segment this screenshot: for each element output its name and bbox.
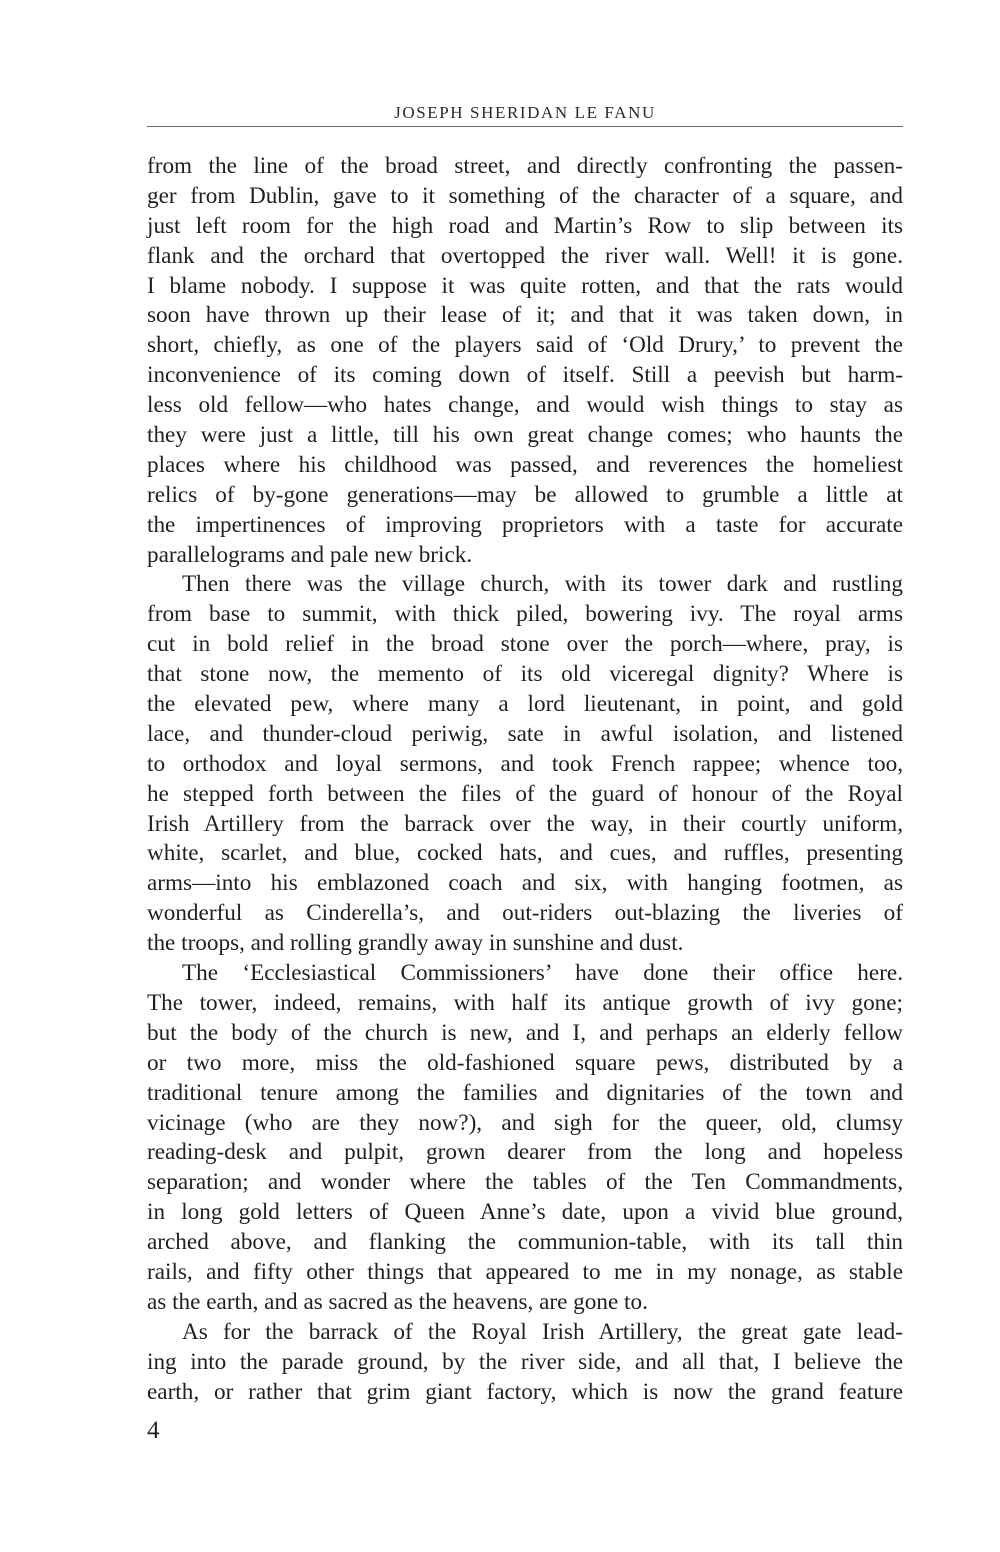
paragraph bbox=[147, 570, 903, 959]
text-line: cut in bold relief in the broad stone over the porch—where, pray, is bbox=[147, 631, 903, 658]
text-line: they were just a little, till his own great change comes; who haunts the bbox=[147, 422, 903, 449]
text-line: arms—into his emblazoned coach and six, with hanging footmen, as bbox=[147, 870, 903, 897]
text-line: in long gold letters of Queen Anne’s date, upon a vivid blue ground, bbox=[147, 1199, 903, 1226]
text-line: ing into the parade ground, by the river side, and all that, I believe the bbox=[147, 1348, 903, 1375]
text-line: less old fellow—who hates change, and would wish things to stay as bbox=[147, 392, 903, 419]
text-line: I blame nobody. I suppose it was quite rotten, and that the rats would bbox=[147, 272, 903, 299]
text-line: the impertinences of improving proprietors with a taste for accurate bbox=[147, 511, 903, 538]
text-line: ger from Dublin, gave to it something of the character of a square, and bbox=[147, 182, 903, 209]
text-line: rails, and fifty other things that appeared to me in my nonage, as stable bbox=[147, 1258, 903, 1285]
text-line: As for the barrack of the Royal Irish Artillery, the great gate lead- bbox=[182, 1318, 903, 1345]
book-page bbox=[147, 0, 903, 1552]
text-line: places where his childhood was passed, and reverences the homeliest bbox=[147, 451, 903, 478]
text-line: soon have thrown up their lease of it; and that it was taken down, in bbox=[147, 302, 903, 329]
text-line: earth, or rather that grim giant factory, which is now the grand feature bbox=[147, 1378, 903, 1405]
text-line: Irish Artillery from the barrack over the way, in their courtly uniform, bbox=[147, 810, 903, 837]
paragraph bbox=[147, 959, 903, 1318]
text-line: just left room for the high road and Martin’s Row to slip between its bbox=[147, 212, 903, 239]
text-line: white, scarlet, and blue, cocked hats, and cues, and ruffles, presenting bbox=[147, 840, 903, 867]
text-line: vicinage (who are they now?), and sigh for the queer, old, clumsy bbox=[147, 1109, 903, 1136]
text-line: as the earth, and as sacred as the heavens, are gone to. bbox=[147, 1288, 648, 1315]
text-line: separation; and wonder where the tables of the Ten Commandments, bbox=[147, 1169, 903, 1196]
text-line: the troops, and rolling grandly away in sunshine and dust. bbox=[147, 930, 684, 957]
text-line: wonderful as Cinderella’s, and out-riders out-blazing the liveries of bbox=[147, 900, 903, 927]
text-line: The ‘Ecclesiastical Commissioners’ have done their office here. bbox=[182, 960, 903, 987]
text-line: flank and the orchard that overtopped the river wall. Well! it is gone. bbox=[147, 242, 903, 269]
text-line: or two more, miss the old-fashioned square pews, distributed by a bbox=[147, 1049, 903, 1076]
header-rule bbox=[147, 126, 903, 127]
page-number: 4 bbox=[147, 1417, 160, 1444]
text-line: reading-desk and pulpit, grown dearer from the long and hopeless bbox=[147, 1139, 903, 1166]
text-line: parallelograms and pale new brick. bbox=[147, 541, 473, 568]
paragraph bbox=[147, 1318, 903, 1408]
text-line: but the body of the church is new, and I, and perhaps an elderly fellow bbox=[147, 1019, 903, 1046]
text-line: traditional tenure among the families and dignitaries of the town and bbox=[147, 1079, 903, 1106]
text-line: from base to summit, with thick piled, bowering ivy. The royal arms bbox=[147, 601, 903, 628]
paragraph bbox=[147, 152, 903, 570]
text-line: to orthodox and loyal sermons, and took French rappee; whence too, bbox=[147, 750, 903, 777]
text-line: Then there was the village church, with its tower dark and rustling bbox=[182, 571, 903, 598]
text-line: The tower, indeed, remains, with half its antique growth of ivy gone; bbox=[147, 989, 903, 1016]
body-text bbox=[147, 152, 903, 1407]
text-line: the elevated pew, where many a lord lieutenant, in point, and gold bbox=[147, 691, 903, 718]
text-line: inconvenience of its coming down of itself. Still a peevish but harm- bbox=[147, 362, 903, 389]
text-line: that stone now, the memento of its old viceregal dignity? Where is bbox=[147, 661, 903, 688]
text-line: short, chiefly, as one of the players said of ‘Old Drury,’ to prevent the bbox=[147, 332, 903, 359]
text-line: lace, and thunder-cloud periwig, sate in awful isolation, and listened bbox=[147, 720, 903, 747]
text-line: from the line of the broad street, and directly confronting the passen- bbox=[147, 153, 903, 179]
running-head: JOSEPH SHERIDAN LE FANU bbox=[394, 103, 656, 122]
text-line: relics of by-gone generations—may be allowed to grumble a little at bbox=[147, 481, 903, 508]
text-line: arched above, and flanking the communion-table, with its tall thin bbox=[147, 1229, 903, 1256]
text-line: he stepped forth between the files of the guard of honour of the Royal bbox=[147, 780, 903, 807]
